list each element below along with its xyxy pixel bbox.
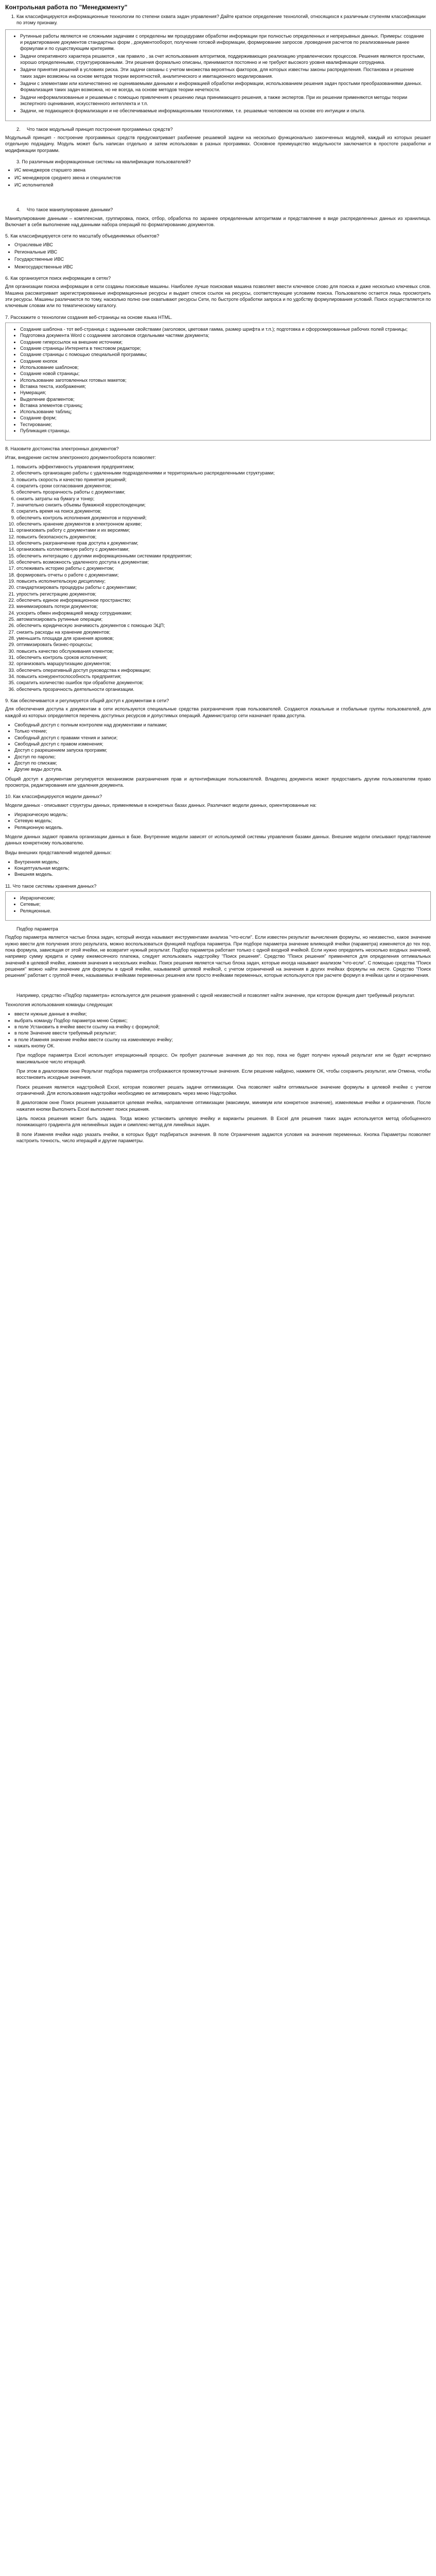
list-item: • Другие виды доступа. [14, 766, 431, 772]
list-item: • Задачи оперативного характера решаются , как правило , за счет использования алгоритмов, поддерживающих реализацию управленческих процессов. Решения являются простыми, хорошо определенными, структурированными. Эти решения формально описаны, принимаются постоянно и не требуют высокого уровня квалификации сотрудника. [20, 53, 425, 66]
question-8: 8. Назовите достоинства электронных документов? [5, 446, 119, 452]
list-item: • Создание страницы Интернета в текстовом редакторе; [20, 345, 425, 351]
list-item: • Свободный доступ с полным контролем над документами и папками; [14, 722, 431, 728]
list-item: 20. стандартизировать процедуры работы с документами; [16, 584, 431, 590]
list-item: • Иерархические; [20, 895, 425, 901]
list-item: • Выделение фрагментов; [20, 396, 425, 402]
list-item: • Тестирование; [20, 421, 425, 428]
list-item: • ввести нужные данные в ячейки; [14, 1011, 431, 1017]
goal-seek-example: Например, средство «Подбор параметра» используется для решения уравнений с одной неизвестной и позволяет найти значение, при котором функция дает требуемый результат. [16, 992, 415, 998]
list-item: 4. сократить сроки согласования документов; [16, 483, 431, 489]
list-item: 25. автоматизировать рутинные операции; [16, 616, 431, 622]
list-item: • выбрать команду Подбор параметра меню Сервис; [14, 1018, 431, 1024]
list-item: 3. повысить скорость и качество принятия решений; [16, 477, 431, 483]
list-item: • Отраслевые ИВС [14, 242, 431, 248]
list-item: • Концептуальная модель; [14, 865, 431, 871]
list-item: • Нумерация; [20, 389, 425, 396]
answer-11-list [11, 895, 425, 914]
document-title: Контрольная работа по "Менеджменту" [5, 4, 128, 11]
list-item: • Сетевую модель; [14, 818, 431, 824]
list-item: 30. повысить качество обслуживания клиентов; [16, 648, 431, 654]
list-item: • Государственные ИВС [14, 256, 431, 262]
list-item: • в поле Изменяя значение ячейки ввести ссылку на изменяемую ячейку; [14, 1037, 431, 1043]
list-item: 18. формировать отчеты о работе с документами; [16, 572, 431, 578]
answer-6: Для организации поиска информации в сети созданы поисковые машины. Наиболее лучше поисковая машина позволяет ввести ключевое слово для поиска и даже несколько ключевых слов. Машина рассматривает зарегистрированные информационные ресурсы и выдает список ссылок на ресурсы, соответствующие условиям поиска. Пользователю остается лишь просмотреть эти ресурсы. Машины различаются по тому, насколько полно они охватывают ресурсы Сети, по быстроте обработки запроса и по удобству формулирования условий. Поиск осуществляется по ключевым словам или по тематическому каталогу. [5, 284, 431, 309]
section-goal-seek-head: Подбор параметра [16, 926, 58, 932]
list-item: • ИС менеджеров среднего звена и специалистов [14, 175, 431, 181]
list-item: 36. обеспечить прозрачность деятельности организации. [16, 686, 431, 692]
list-item: 28. уменьшить площади для хранения архивов; [16, 635, 431, 641]
list-item: • Задачи с элементами или количественно не оцениваемыми данными и информацией обработки информации, использованием решения задач простыми преобразованиями данных. Формализация таких задач возможна, но не всегда, на основе методов теории нечеткости. [20, 80, 425, 93]
list-item: • Задачи, не подающиеся формализации и не обеспечиваемые информационными технологиями, т.е. решаемые человеком на основе его интуиции и опыта. [20, 108, 425, 114]
solver-text-3: Цель поиска решения может быть задана. Тогда можно установить целевую ячейку и варианты решения. В Excel для решения таких задач используется метод обобщенного понижающего градиента для нелинейных задач и симплекс-метод для линейных задач. [16, 1116, 431, 1128]
list-item: 19. повысить исполнительскую дисциплину; [16, 578, 431, 584]
list-item: 27. снизить расходы на хранение документов; [16, 629, 431, 635]
list-item: 13. обеспечить разграничение прав доступа к документам; [16, 540, 431, 546]
list-item: • Доступ по паролю; [14, 754, 431, 760]
html-steps-list [11, 326, 425, 434]
list-item: 26. обеспечить юридическую значимость документов с помощью ЭЦП; [16, 622, 431, 629]
answer-10-more: Модели данных задают правила организации данных в базе. Внутренние модели зависят от используемой системы управления базами данных. Внешние модели описывают представление данных конкретному пользователю. [5, 834, 431, 846]
list-item: • Создание страницы с помощью специальной программы; [20, 351, 425, 358]
list-item: • Свободный доступ с правом изменения; [14, 741, 431, 747]
solver-text-1: Поиск решения является надстройкой Excel, которая позволяет решать задачи оптимизации. Она позволяет найти оптимальное значение формулы в целевой ячейке с учетом ограничений. Для использования надстройки необходимо ее активировать через меню Надстройки. [16, 1084, 431, 1096]
answer-9-list [5, 722, 431, 773]
solver-text-2: В диалоговом окне Поиск решения указывается целевая ячейка, направление оптимизации (максимум, минимум или конкретное значение), изменяемые ячейки и ограничения. После нажатия кнопки Выполнить Excel выполняет поиск решения. [16, 1100, 431, 1112]
list-item: • Доступ по спискам; [14, 760, 431, 766]
list-item: • ИС исполнителей [14, 182, 431, 188]
list-item: 10. обеспечить хранение документов в электронном архиве; [16, 521, 431, 527]
list-item: • Публикация страницы. [20, 428, 425, 434]
list-item: 35. сократить количество ошибок при обработке документов; [16, 680, 431, 686]
answer-5-list [5, 242, 431, 270]
list-item: 24. ускорить обмен информацией между сотрудниками; [16, 610, 431, 616]
list-item: • Подготовка документа Word с созданием заголовков отдельными частями документа; [20, 332, 425, 338]
list-item: • Иерархическую модель; [14, 811, 431, 818]
question-10: 10. Как классифицируются модели данных? [5, 794, 102, 800]
list-item: 6. снизить затраты на бумагу и тонер; [16, 496, 431, 502]
question-4-text: Что такое манипулирование данными? [27, 207, 113, 213]
list-item: 34. повысить конкурентоспособность предприятия; [16, 673, 431, 680]
question-11: 11. Что такое системы хранения данных? [5, 883, 97, 889]
list-item: 11. организовать работу с документами и их версиями; [16, 527, 431, 533]
answer-box-11 [5, 891, 431, 921]
task-types-list [11, 33, 425, 114]
list-item: 21. упростить регистрацию документов; [16, 591, 431, 597]
list-item: • Вставка элементов страниц; [20, 402, 425, 409]
list-item: • Внутренняя модель; [14, 859, 431, 865]
list-item: • нажать кнопку ОК. [14, 1043, 431, 1049]
question-7: 7. Расскажите о технологии создания веб-страницы на основе языка HTML. [5, 314, 172, 320]
list-item: • Создание гиперссылок на внешние источники; [20, 339, 425, 345]
intro-question-list [5, 13, 431, 26]
list-item: • Задачи неформализованные и решаемые с помощью привлечения к решению лица принимающего решения, а также экспертов. При их решении применяются методы теории экспертного оценивания, искусственного интеллекта и т.п. [20, 94, 425, 107]
list-item: 9. обеспечить контроль исполнения документов и поручений; [16, 515, 431, 521]
list-item: • Создание новой страницы; [20, 370, 425, 377]
list-item: 33. обеспечить оперативный доступ руководства к информации; [16, 667, 431, 673]
list-item: • Рутинные работы являются не сложными задачами с определены ми процедурами обработки информации при полностью определенных и непрерывных данных. Примеры: создание и редактирование документов стандартных форм , документооборот, получение готовой информации, формирование запросов ,проведения расчетов по реализованным ранее формулам и по существующим критериям. [20, 33, 425, 52]
answer-2: Модульный принцип - построение программных средств предусматривает разбиение решаемой задачи на несколько функционально законченных модулей, каждый из которых решает отдельную подзадачу. Модуль может быть написан отдельно и затем использован в разных программах. Основное преимущество модульности заключается в простоте разработки и модификации программ. [5, 135, 431, 153]
answer-box-1 [5, 29, 431, 121]
question-4: 4. Что такое манипулирование данными? [16, 207, 113, 213]
list-item: • Задачи принятия решений в условиях риска. Эти задачи связаны с учетом множества вероятных факторов, для которых известны законы распределения. Постановка и решение таких задач возможны на основе методов теории вероятностей, аналитического и имитационного моделирования. [20, 66, 425, 79]
question-5: 5. Как классифицируется сети по масштабу объединяемых объектов? [5, 233, 160, 239]
list-item: • Реляционную модель. [14, 824, 431, 831]
goal-seek-result: При этом в диалоговом окне Результат подбора параметра отображаются промежуточные значения. Если решение найдено, нажмите ОК, чтобы сохранить результат, или Отмена, чтобы восстановить исходные значения. [16, 1069, 431, 1080]
list-item: • в поле Установить в ячейке ввести ссылку на ячейку с формулой; [14, 1024, 431, 1030]
list-item: 5. обеспечить прозрачность работы с документами; [16, 489, 431, 495]
list-item: 14. организовать коллективную работу с документами; [16, 546, 431, 552]
list-item: 29. оптимизировать бизнес-процессы; [16, 641, 431, 648]
answer-3-list [5, 167, 431, 188]
goal-seek-steps [5, 1011, 431, 1049]
list-item: • Использование шаблонов; [20, 364, 425, 370]
list-item: 2. обеспечить организацию работы с удаленными подразделениями и территориально распределенными структурами; [16, 470, 431, 476]
answer-4: Манипулирование данными – комплексная, группировка, поиск, отбор, обработка по заранее определенным алгоритмам и представление в виде распределенных данных из хранилища. Включает в себя выполнение над данными набора операций по форматированию документов. [5, 215, 431, 227]
list-item: • Вставка текста, изображения; [20, 383, 425, 389]
list-item: 23. минимизировать потери документов; [16, 603, 431, 609]
question-1: 1. Как классифицируются информационные технологии по степени охвата задач управления? Дайте краткое определение технологий, относящихся к различным ступеням классификации по этому признаку. [16, 13, 431, 26]
list-item: 17. отслеживать историю работы с документом; [16, 565, 431, 571]
answer-10-subhead: Виды внешних представлений моделей данных: [5, 850, 112, 855]
list-item: 22. обеспечить единое информационное пространство; [16, 597, 431, 603]
answer-8-list [5, 464, 431, 692]
question-6: 6. Как организуется поиск информации в сетях? [5, 275, 111, 281]
list-item: • Региональные ИВС [14, 249, 431, 255]
list-item: 1. повысить эффективность управления предприятием; [16, 464, 431, 470]
list-item: • Использование заготовленных готовых макетов; [20, 377, 425, 383]
list-item: • Свободный доступ с правами чтения и записи; [14, 735, 431, 741]
list-item: • Внешняя модель. [14, 871, 431, 877]
list-item: • Создание форм; [20, 415, 425, 421]
question-2-text: Что такое модульный принцип построения программных средств? [27, 126, 173, 132]
answer-10: Модели данных - описывают структуры данных, применяемые в конкретных базах данных. Различают модели данных, ориентированные на: [5, 802, 317, 808]
list-item: • Доступ с разрешением запуска программ; [14, 747, 431, 753]
answer-8-intro: Итак, внедрение систем электронного документооборота позволяет: [5, 454, 156, 460]
question-9: 9. Как обеспечивается и регулируется общий доступ к документам в сети? [5, 698, 169, 703]
list-item: 8. сократить время на поиск документов; [16, 508, 431, 514]
answer-9: Для обеспечения доступа к документам в сети используются специальные средства разграничения прав пользователей. Создаются локальные и глобальные группы пользователей, для каждой из которых определяется перечень доступных ресурсов и допустимых операций. Администратор сети назначает права доступа. [5, 706, 431, 718]
list-item: • Использование таблиц; [20, 409, 425, 415]
list-item: • Реляционные. [20, 908, 425, 914]
list-item: 31. обеспечить контроль сроков исполнения; [16, 654, 431, 660]
list-item: • Создание шаблона - тот веб-страница с заданными свойствами (заголовок, цветовая гамма, размер шрифта и т.п.); подготовка и сфорромированные рабочих полей страницы; [20, 326, 425, 332]
list-item: 12. повысить безопасность документов; [16, 534, 431, 540]
list-item: • Сетевые; [20, 901, 425, 907]
list-item: • ИС менеджеров старшего звена [14, 167, 431, 173]
list-item: 7. значительно снизить объемы бумажной корреспонденции; [16, 502, 431, 508]
question-3: 3. По различным информационные системы на квалификации пользователей? [16, 159, 191, 164]
answer-box-7 [5, 323, 431, 441]
solver-text-4: В поле Изменяя ячейки надо указать ячейки, в которых будут подбираться значения. В поле Ограничения задаются условия на значения переменных. Кнопка Параметры позволяет настроить точность, число итераций и другие параметры. [16, 1131, 431, 1143]
answer-10-list [5, 811, 431, 831]
list-item: 16. обеспечить возможность удаленного доступа к документам; [16, 559, 431, 565]
list-item: • Межгосударственные ИВС [14, 264, 431, 270]
goal-seek-text: Подбор параметра является частью блока задач, который иногда называют инструментами анализа "что-если". Если известен результат вычисления формулы, но неизвестно, какое значение нужно ввести для получения этого результата, можно воспользоваться функцией подбора параметра. При подборе параметра значение влияющей ячейки (параметра) изменяется до тех пор, пока формула, зависящая от этой ячейки, не возвратит нужный результат. Подбор параметра работает только с одной входной ячейкой. Если нужно определить несколько входных значений, например сумму кредита и сумму ежемесячного платежа, следует использовать надстройку "Поиск решения". Средство "Поиск решения" применяется для определения оптимальных значений в целевой ячейке, изменяя значения в нескольких ячейках. Поиск решения является частью блока задач, которые иногда называют анализом "что-если". С помощью средства "Поиск решения" можно найти значение для формулы в одной ячейке, называемой целевой ячейкой, с учетом ограничений на значения в других ячейках формулы на листе. Средство "Поиск решения" работает с группой ячеек, называемых ячейками переменных решения или просто ячейками переменных, которые используются при расчете формул в ячейках цели и ограничения. [5, 935, 431, 978]
list-item: 32. организовать маршрутизацию документов; [16, 660, 431, 667]
answer-9-more: Общий доступ к документам регулируется механизмом разграничения прав и аутентификации пользователей. Владелец документа может предоставить другим пользователям право просмотра, редактирования или удаления документа. [5, 776, 431, 788]
answer-10b-list [5, 859, 431, 878]
list-item: • Только чтение; [14, 728, 431, 734]
question-2: 2. Что такое модульный принцип построения программных средств? [16, 126, 173, 132]
goal-seek-tech: Технология использования команды следующая: [5, 1002, 113, 1008]
list-item: • Создание кнопок [20, 358, 425, 364]
goal-seek-iter: При подборе параметра Excel использует итерационный процесс. Он пробует различные значения до тех пор, пока не будет получен нужный результат или не будет исчерпано максимальное число итераций. [16, 1053, 431, 1064]
list-item: • в поле Значение ввести требуемый результат; [14, 1030, 431, 1036]
list-item: 15. обеспечить интеграцию с другими информационными системами предприятия; [16, 553, 431, 559]
